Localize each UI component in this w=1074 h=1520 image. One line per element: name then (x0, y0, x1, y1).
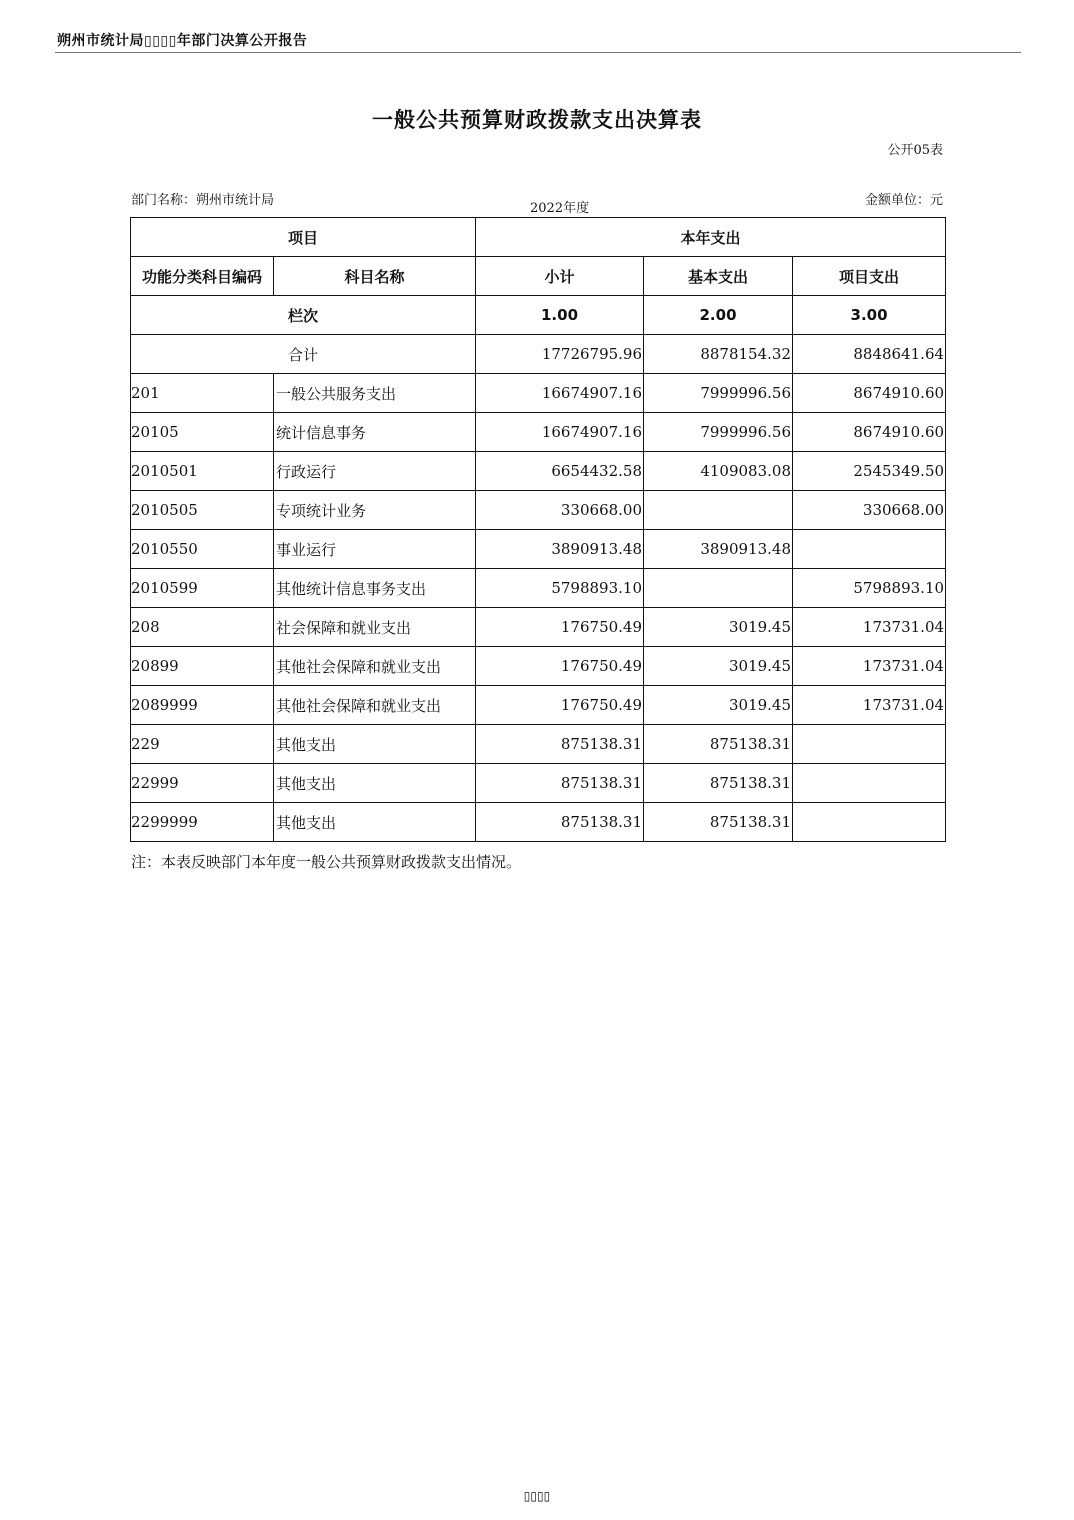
unit-label: 金额单位：元 (864, 193, 943, 208)
col-project-header: 项目支出 (793, 257, 946, 296)
row-project: 173731.04 (793, 608, 946, 647)
row-name: 社会保障和就业支出 (274, 608, 476, 647)
table-row (131, 491, 946, 530)
running-header: 朔州市统计局▯▯▯▯年部门决算公开报告 (57, 33, 308, 49)
row-code: 22999 (131, 764, 274, 803)
col-basic-header: 基本支出 (644, 257, 793, 296)
column-index-row (131, 296, 946, 335)
table-row (131, 530, 946, 569)
row-subtotal: 16674907.16 (476, 374, 644, 413)
row-basic: 7999996.56 (644, 374, 793, 413)
row-project: 8674910.60 (793, 374, 946, 413)
table-note: 注：本表反映部门本年度一般公共预算财政拨款支出情况。 (131, 853, 522, 871)
column-index-label: 栏次 (131, 296, 476, 335)
total-basic: 8878154.32 (644, 335, 793, 374)
row-basic: 7999996.56 (644, 413, 793, 452)
column-index-3: 3.00 (793, 296, 946, 335)
page-number: ▯▯▯▯ (523, 1489, 551, 1503)
row-basic: 3019.45 (644, 608, 793, 647)
table-row (131, 803, 946, 842)
row-name: 事业运行 (274, 530, 476, 569)
row-code: 20899 (131, 647, 274, 686)
expenditure-table (130, 217, 946, 842)
table-row (131, 686, 946, 725)
row-code: 2010599 (131, 569, 274, 608)
row-subtotal: 16674907.16 (476, 413, 644, 452)
header-divider (55, 52, 1021, 53)
row-subtotal: 875138.31 (476, 764, 644, 803)
row-basic (644, 491, 793, 530)
col-name-header: 科目名称 (274, 257, 476, 296)
header-current-year: 本年支出 (476, 218, 946, 257)
row-basic: 4109083.08 (644, 452, 793, 491)
row-project (793, 764, 946, 803)
row-name: 其他社会保障和就业支出 (274, 647, 476, 686)
row-subtotal: 176750.49 (476, 686, 644, 725)
row-basic (644, 569, 793, 608)
row-basic: 3890913.48 (644, 530, 793, 569)
row-project: 173731.04 (793, 647, 946, 686)
page-title: 一般公共预算财政拨款支出决算表 (372, 108, 702, 132)
row-name: 其他支出 (274, 725, 476, 764)
table-row (131, 413, 946, 452)
row-basic: 875138.31 (644, 725, 793, 764)
department-label: 部门名称：朔州市统计局 (131, 193, 275, 208)
form-code: 公开05表 (887, 143, 943, 158)
row-name: 专项统计业务 (274, 491, 476, 530)
table-row (131, 725, 946, 764)
table-row (131, 569, 946, 608)
row-name: 行政运行 (274, 452, 476, 491)
row-subtotal: 176750.49 (476, 647, 644, 686)
row-basic: 3019.45 (644, 647, 793, 686)
row-subtotal: 875138.31 (476, 803, 644, 842)
col-code-header: 功能分类科目编码 (131, 257, 274, 296)
row-subtotal: 5798893.10 (476, 569, 644, 608)
row-project: 330668.00 (793, 491, 946, 530)
row-subtotal: 176750.49 (476, 608, 644, 647)
row-project (793, 803, 946, 842)
table-row (131, 374, 946, 413)
row-code: 208 (131, 608, 274, 647)
row-project: 173731.04 (793, 686, 946, 725)
row-project: 8674910.60 (793, 413, 946, 452)
total-subtotal: 17726795.96 (476, 335, 644, 374)
row-name: 其他支出 (274, 803, 476, 842)
table-row (131, 608, 946, 647)
year-label: 2022年度 (530, 201, 590, 216)
table-row (131, 764, 946, 803)
row-name: 统计信息事务 (274, 413, 476, 452)
total-label: 合计 (131, 335, 476, 374)
row-code: 2010550 (131, 530, 274, 569)
row-code: 201 (131, 374, 274, 413)
table-row (131, 647, 946, 686)
row-basic: 875138.31 (644, 803, 793, 842)
total-project: 8848641.64 (793, 335, 946, 374)
row-name: 其他支出 (274, 764, 476, 803)
row-project: 5798893.10 (793, 569, 946, 608)
col-subtotal-header: 小计 (476, 257, 644, 296)
row-code: 2010505 (131, 491, 274, 530)
column-index-1: 1.00 (476, 296, 644, 335)
row-subtotal: 6654432.58 (476, 452, 644, 491)
row-subtotal: 875138.31 (476, 725, 644, 764)
row-subtotal: 3890913.48 (476, 530, 644, 569)
row-code: 2299999 (131, 803, 274, 842)
row-project: 2545349.50 (793, 452, 946, 491)
row-code: 2010501 (131, 452, 274, 491)
row-basic: 3019.45 (644, 686, 793, 725)
header-row-2 (131, 257, 946, 296)
row-code: 229 (131, 725, 274, 764)
total-row (131, 335, 946, 374)
row-basic: 875138.31 (644, 764, 793, 803)
table-row (131, 452, 946, 491)
header-item: 项目 (131, 218, 476, 257)
row-code: 20105 (131, 413, 274, 452)
row-project (793, 530, 946, 569)
row-name: 其他统计信息事务支出 (274, 569, 476, 608)
row-name: 其他社会保障和就业支出 (274, 686, 476, 725)
row-name: 一般公共服务支出 (274, 374, 476, 413)
header-row-1 (131, 218, 946, 257)
column-index-2: 2.00 (644, 296, 793, 335)
row-project (793, 725, 946, 764)
row-code: 2089999 (131, 686, 274, 725)
row-subtotal: 330668.00 (476, 491, 644, 530)
